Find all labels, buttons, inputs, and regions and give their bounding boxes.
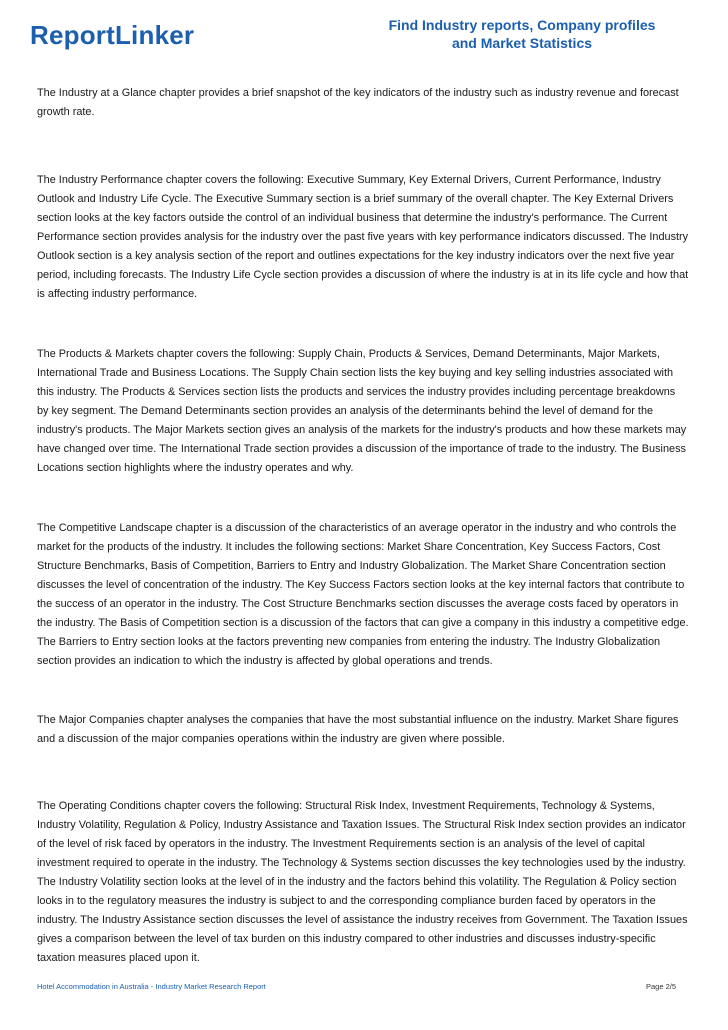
- industry-performance-paragraph: The Industry Performance chapter covers the following: Executive Summary, Key External Drivers, Current Performance, Industry Outlook and Industry Life Cycle. The Executive Summary section is a brief summary of the overall chapter. The Key External Drivers section looks at the key factors outside the control of an individual business that determine the industry's performance. The Current Performance section provides analysis for the industry over the past five years with key performance indicators discussed. The Industry Outlook section is a key analysis section of the report and outlines expectations for the key industry indicators over the next five year period, including forecasts. The Industry Life Cycle section provides a discussion of where the industry is at in its life cycle and how that is affecting industry performance.: [37, 174, 689, 300]
- footer-report-title-link[interactable]: Hotel Accommodation in Australia - Industry Market Research Report: [37, 982, 266, 991]
- products-markets-paragraph: The Products & Markets chapter covers the following: Supply Chain, Products & Services, Demand Determinants, Major Markets, International Trade and Business Locations. The Supply Chain section lists the key buying and key selling industries associated with this industry. The Products & Services section lists the products and services the industry provides including percentage breakdowns by key segment. The Demand Determinants section provides an analysis of the determinants behind the level of demand for the industry's products. The Major Markets section gives an analysis of the markets for the industry's products and how these markets may have changed over time. The International Trade section provides a discussion of the importance of trade to the industry. The Business Locations section highlights where the industry operates and why.: [37, 348, 687, 474]
- reportlinker-logo: ReportLinker: [30, 20, 195, 50]
- tagline-line-1: Find Industry reports, Company profiles: [388, 17, 656, 33]
- major-companies-paragraph: The Major Companies chapter analyses the companies that have the most substantial influence on the industry. Market Share figures and a discussion of the major companies operations within the industry are given where possible.: [37, 714, 679, 745]
- tagline-line-2: and Market Statistics: [451, 35, 593, 51]
- header-tagline: [388, 16, 656, 52]
- competitive-landscape-paragraph: The Competitive Landscape chapter is a discussion of the characteristics of an average operator in the industry and who controls the market for the products of the industry. It includes the following sections: Market Share Concentration, Key Success Factors, Cost Structure Benchmarks, Basis of Competition, Barriers to Entry and Industry Globalization. The Market Share Concentration section discusses the level of concentration of the industry. The Key Success Factors section looks at the key internal factors that contribute to the success of an operator in the industry. The Cost Structure Benchmarks section discusses the average costs faced by operators in the industry. The Basis of Competition section is a discussion of the factors that can give a company in this industry a competitive edge. The Barriers to Entry section looks at the factors preventing new companies from entering the industry. The Industry Globalization section provides an indication to which the industry is affected by global operations and trends.: [37, 522, 689, 667]
- industry-at-a-glance-paragraph: The Industry at a Glance chapter provides a brief snapshot of the key indicators of the industry such as industry revenue and forecast growth rate.: [37, 87, 679, 118]
- footer-page-number: Page 2/5: [645, 982, 676, 991]
- operating-conditions-paragraph: The Operating Conditions chapter covers the following: Structural Risk Index, Investment Requirements, Technology & Systems, Industry Volatility, Regulation & Policy, Industry Assistance and Taxation Issues. The Structural Risk Index section provides an indicator of the level of risk faced by operators in the industry. The Investment Requirements section is an analysis of the level of capital investment required to operate in the industry. The Technology & Systems section discusses the key technologies used by the industry. The Industry Volatility section looks at the level of in the industry and the factors behind this volatility. The Regulation & Policy section looks in to the regulatory measures the industry is subject to and the corresponding compliance burden faced by operators in the industry. The Industry Assistance section discusses the level of assistance the industry receives from Government. The Taxation Issues gives a comparison between the level of tax burden on this industry compared to other industries and discusses industry-specific taxation measures placed upon it.: [37, 800, 688, 964]
